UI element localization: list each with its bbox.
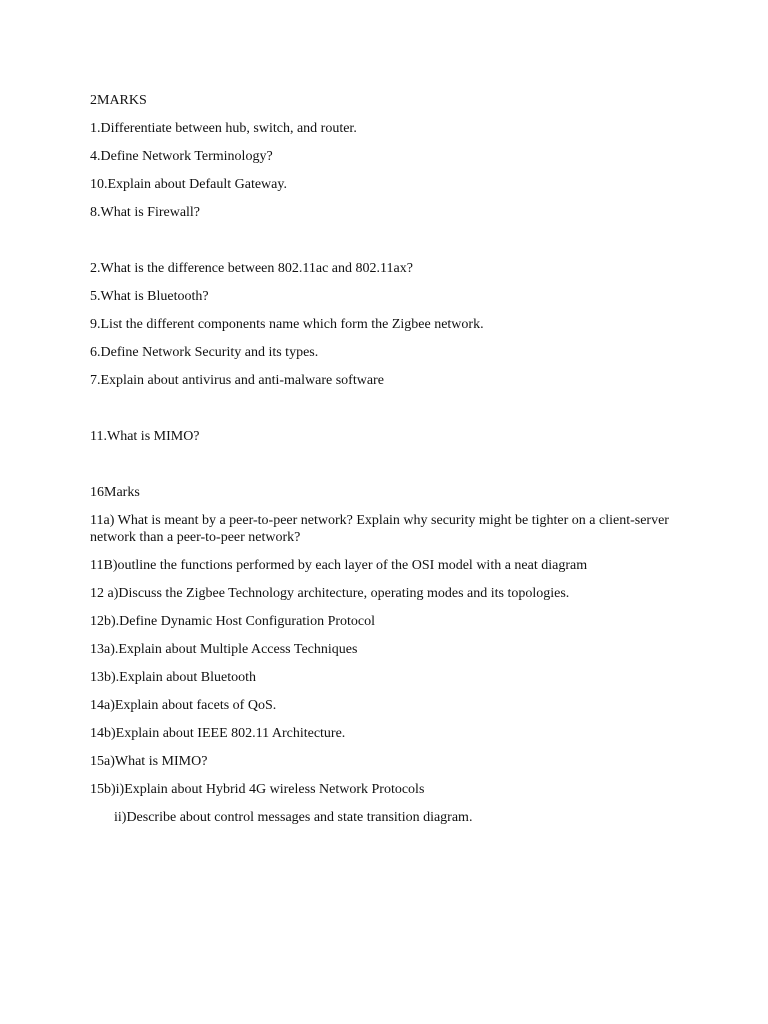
question-16m-15b-i: 15b)i)Explain about Hybrid 4G wireless Network Protocols xyxy=(90,782,425,797)
section-heading-2marks: 2MARKS xyxy=(90,93,147,108)
question-2m-1: 1.Differentiate between hub, switch, and router. xyxy=(90,121,357,136)
question-16m-14b: 14b)Explain about IEEE 802.11 Architecture. xyxy=(90,726,346,741)
question-16m-15a: 15a)What is MIMO? xyxy=(90,754,208,769)
question-16m-14a: 14a)Explain about facets of QoS. xyxy=(90,698,277,713)
section-heading-16marks: 16Marks xyxy=(90,485,140,500)
question-2m-10: 10.Explain about Default Gateway. xyxy=(90,177,287,192)
question-2m-8: 8.What is Firewall? xyxy=(90,205,201,220)
question-2m-4: 4.Define Network Terminology? xyxy=(90,149,273,164)
question-2m-9: 9.List the different components name which form the Zigbee network. xyxy=(90,317,484,332)
question-16m-13b: 13b).Explain about Bluetooth xyxy=(90,670,257,685)
question-16m-13a: 13a).Explain about Multiple Access Techniques xyxy=(90,642,358,657)
spacer xyxy=(90,456,682,484)
question-16m-11a: 11a) What is meant by a peer-to-peer network? Explain why security might be tighter on a client-server network than a peer-to-peer network? xyxy=(90,513,669,545)
question-list xyxy=(90,92,682,837)
question-16m-11b: 11B)outline the functions performed by each layer of the OSI model with a neat diagram xyxy=(90,558,588,573)
question-16m-12a: 12 a)Discuss the Zigbee Technology architecture, operating modes and its topologies. xyxy=(90,586,570,601)
spacer xyxy=(90,400,682,428)
question-16m-12b: 12b).Define Dynamic Host Configuration Protocol xyxy=(90,614,376,629)
question-2m-5: 5.What is Bluetooth? xyxy=(90,289,209,304)
question-16m-15b-ii: ii)Describe about control messages and state transition diagram. xyxy=(114,810,473,825)
question-2m-2: 2.What is the difference between 802.11ac and 802.11ax? xyxy=(90,261,413,276)
question-2m-6: 6.Define Network Security and its types. xyxy=(90,345,319,360)
spacer xyxy=(90,232,682,260)
question-2m-11: 11.What is MIMO? xyxy=(90,429,200,444)
question-2m-7: 7.Explain about antivirus and anti-malware software xyxy=(90,373,384,388)
